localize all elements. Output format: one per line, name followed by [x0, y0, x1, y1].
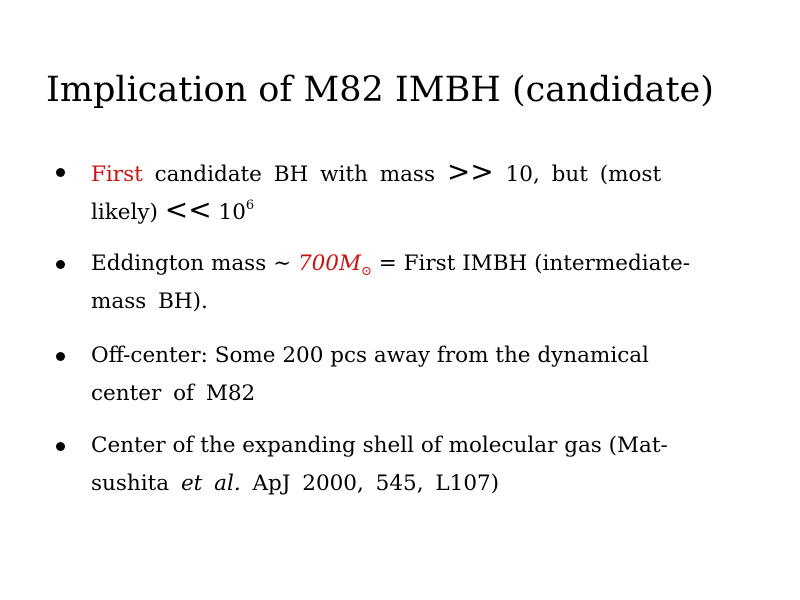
bullet-dot-icon	[56, 352, 65, 361]
math-base: 10	[218, 200, 246, 225]
bullet-line	[91, 155, 662, 189]
bullet-text: 10, but (most	[505, 162, 662, 187]
bullet-text: likely)	[91, 200, 158, 225]
bullet-text: candidate BH with mass	[154, 162, 435, 187]
bullet-line	[91, 380, 255, 408]
bullet-text: center of M82	[91, 381, 256, 406]
slide-title: Implication of M82 IMBH (candidate)	[46, 70, 714, 110]
math-operator: ∼	[273, 251, 292, 276]
et-al-italic: et al.	[180, 471, 241, 496]
bullet-text: = First IMBH (intermediate-	[378, 251, 691, 276]
bullet-text: Center of the expanding shell of molecular gas (Mat-	[91, 433, 668, 458]
bullet-line	[91, 288, 208, 316]
bullet-text: mass BH).	[91, 289, 208, 314]
bullet-line	[91, 193, 255, 227]
sun-subscript: ⊙	[361, 264, 372, 279]
bullet-line	[91, 470, 499, 498]
bullet-text: Off-center: Some 200 pcs away from the dynamical	[91, 343, 649, 368]
mass-symbol: M	[339, 251, 362, 276]
bullet-line	[91, 250, 690, 278]
bullet-line	[91, 342, 649, 370]
bullet-line	[91, 432, 668, 460]
highlight-first: First	[91, 162, 143, 187]
math-operator: >>	[446, 155, 494, 188]
bullet-text: ApJ 2000, 545, L107)	[252, 471, 500, 496]
mass-value: 700	[297, 251, 339, 276]
bullet-text: Eddington mass	[91, 251, 267, 276]
math-exponent: 6	[245, 198, 255, 213]
math-operator: <<	[164, 193, 212, 226]
bullet-text: sushita	[91, 471, 170, 496]
bullet-dot-icon	[56, 442, 65, 451]
bullet-dot-icon	[56, 260, 65, 269]
highlight-mass	[297, 251, 372, 279]
bullet-dot-icon	[56, 168, 65, 177]
